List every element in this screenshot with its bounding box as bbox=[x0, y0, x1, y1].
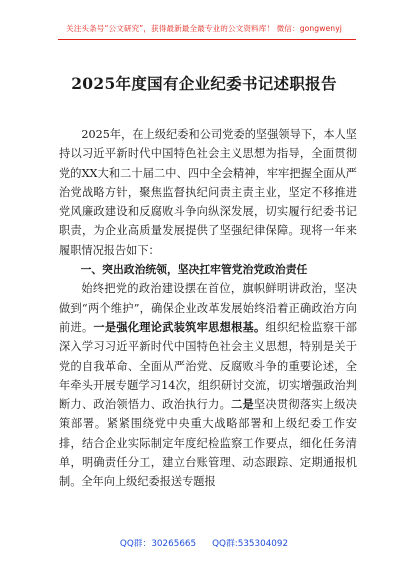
point-one-text: 组织纪检监察干部深入学习习近平新时代中国特色社会主义思想，特别是关于党的自我革命、全面从严治党、反腐败斗争的重要论述，全年牵头开展专题学习14次，组织研讨交流，切实增强政治判断力、政治领悟力、政治执行力。 bbox=[59, 320, 357, 412]
section-heading: 一、突出政治统领，坚决扛牢管党治党政治责任 bbox=[80, 263, 308, 277]
body-paragraph bbox=[59, 279, 357, 491]
point-two-subject: 坚决贯彻落实上级决策部署。 bbox=[59, 398, 357, 431]
intro-paragraph: 2025年，在上级纪委和公司党委的坚强领导下，本人坚持以习近平新时代中国特色社会主义思想为指导，全面贯彻党的XX大和二十届二中、四中全会精神，牢牢把握全面从严治党战略方针，聚焦监督执纪问责主责主业，坚定不移推进党风廉政建设和反腐败斗争向纵深发展，切实履行纪委书记职责，为企业高质量发展提供了坚强纪律保障。现将一年来履职情况报告如下： bbox=[59, 128, 357, 257]
document-body bbox=[59, 125, 357, 492]
header-notice: 关注头条号“公文研究”，获得最新最全最专业的公文资料库！ 微信：gongwenyj bbox=[66, 24, 342, 33]
document-title: 2025年度国有企业纪委书记述职报告 bbox=[71, 74, 337, 93]
footer-qq-group-2: QQ群:535304092 bbox=[212, 539, 289, 549]
point-one-lead: 一是强化理论武装筑牢思想根基。 bbox=[93, 319, 266, 334]
point-two-text: 紧紧围绕党中央重大战略部署和上级纪委工作安排，结合企业实际制定年度纪检监察工作要点，细化任务清单，明确责任分工，建立台账管理、动态跟踪、定期通报机制。全年向上级纪委报送专题报 bbox=[59, 417, 357, 489]
footer-contacts bbox=[0, 536, 408, 549]
footer-qq-group-1: QQ群：30265665 bbox=[119, 539, 197, 549]
paragraph-text: 始终把党的政治建设摆在首位，旗帜鲜明讲政治，坚决做到“两个维护”，确保企业改革发展始终沿着正确政治方向前进。 bbox=[59, 282, 357, 334]
header-divider bbox=[58, 39, 356, 40]
point-two-lead: 二是 bbox=[231, 397, 255, 412]
